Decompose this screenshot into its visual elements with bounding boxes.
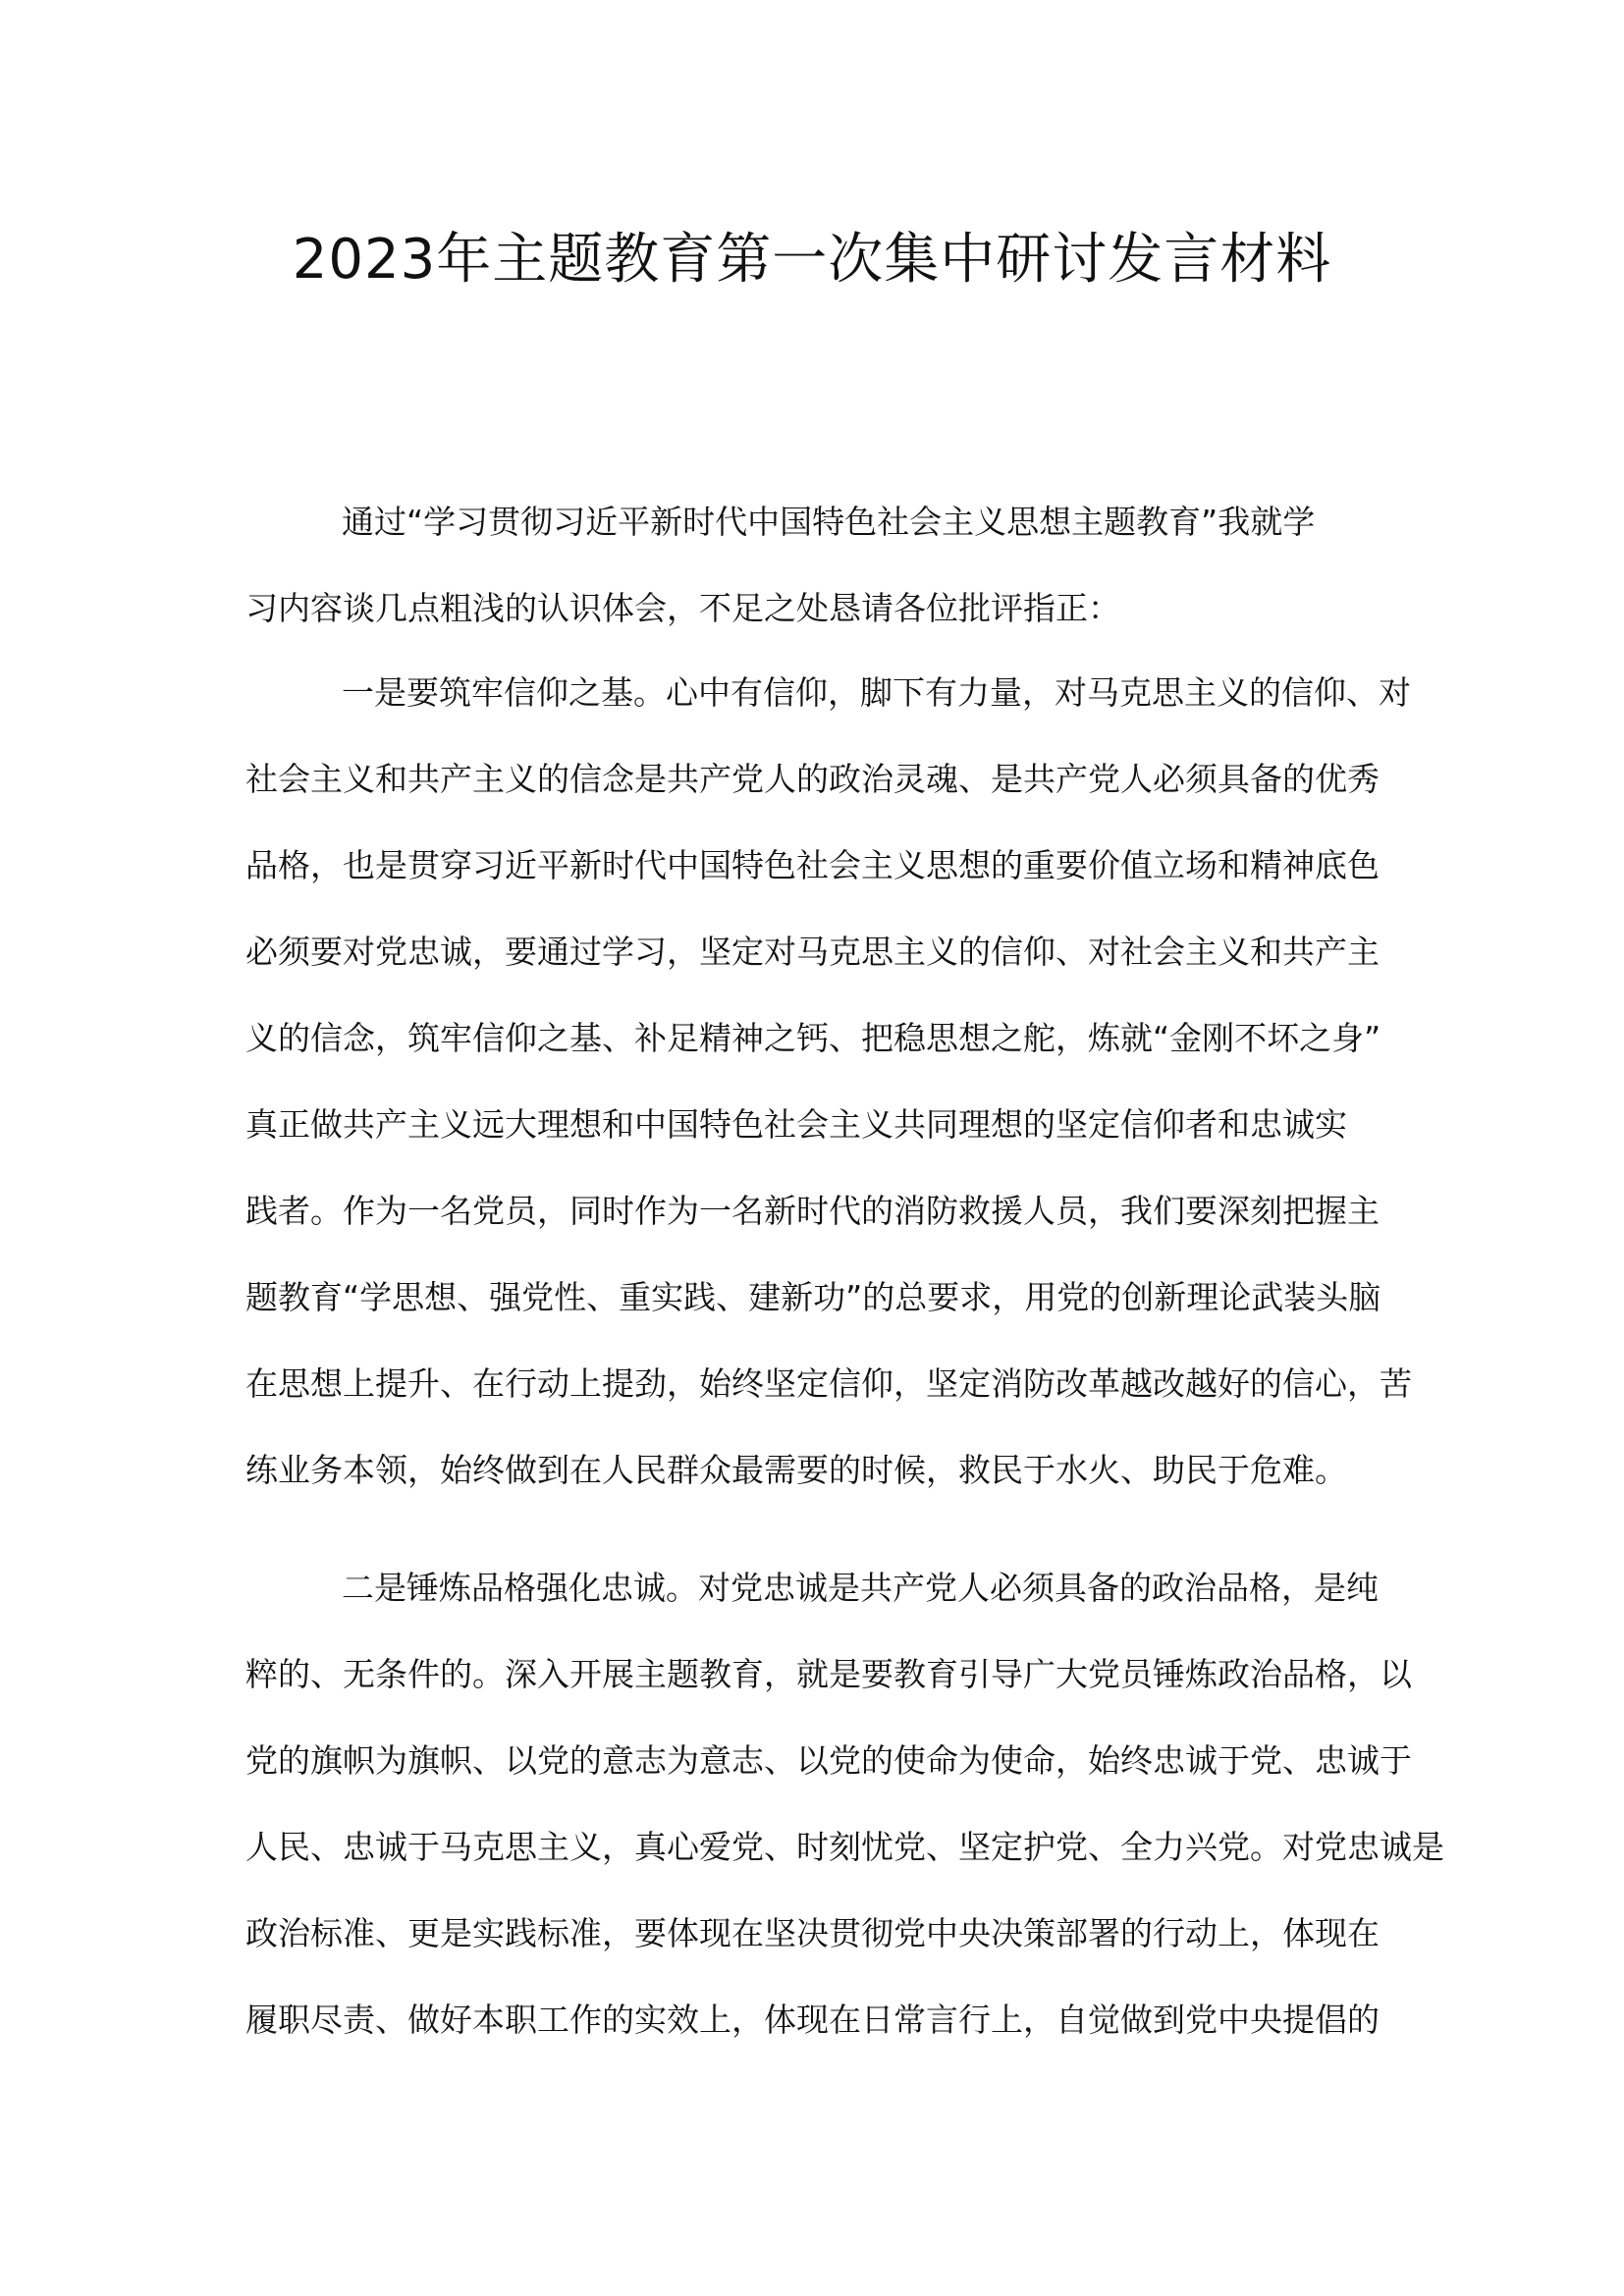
paragraph-line: 习内容谈几点粗浅的认识体会，不足之处恳请各位批评指正：: [245, 589, 1120, 627]
paragraph-line: 粹的、无条件的。深入开展主题教育，就是要教育引导广大党员锤炼政治品格，以: [245, 1655, 1412, 1693]
paragraph-line: 二是锤炼品格强化忠诚。对党忠诚是共产党人必须具备的政治品格，是纯: [342, 1569, 1379, 1607]
paragraph-line: 通过“学习贯彻习近平新时代中国特色社会主义思想主题教育”我就学: [342, 503, 1316, 541]
paragraph-line: 品格，也是贯穿习近平新时代中国特色社会主义思想的重要价值立场和精神底色: [245, 846, 1380, 884]
document-title: 2023年主题教育第一次集中研讨发言材料: [292, 228, 1332, 292]
paragraph-faith: [245, 650, 1412, 1514]
paragraph-line: 题教育“学思想、强党性、重实践、建新功”的总要求，用党的创新理论武装头脑: [245, 1278, 1381, 1316]
paragraph-line: 真正做共产主义远大理想和中国特色社会主义共同理想的坚定信仰者和忠诚实: [245, 1105, 1347, 1144]
paragraph-line: 练业务本领，始终做到在人民群众最需要的时候，救民于水火、助民于危难。: [245, 1451, 1347, 1489]
paragraph-loyalty: [245, 1545, 1444, 2063]
paragraph-line: 社会主义和共产主义的信念是共产党人的政治灵魂、是共产党人必须具备的优秀: [245, 760, 1380, 798]
paragraph-line: 党的旗帜为旗帜、以党的意志为意志、以党的使命为使命，始终忠诚于党、忠诚于: [245, 1741, 1412, 1780]
paragraph-line: 一是要筑牢信仰之基。心中有信仰，脚下有力量，对马克思主义的信仰、对: [342, 673, 1411, 712]
paragraph-line: 义的信念，筑牢信仰之基、补足精神之钙、把稳思想之舵，炼就“金刚不坏之身”: [245, 1019, 1381, 1057]
paragraph-line: 在思想上提升、在行动上提劲，始终坚定信仰，坚定消防改革越改越好的信心，苦: [245, 1364, 1412, 1403]
paragraph-intro: [245, 479, 1384, 652]
paragraph-line: 人民、忠诚于马克思主义，真心爱党、时刻忧党、坚定护党、全力兴党。对党忠诚是: [245, 1828, 1444, 1866]
paragraph-line: 履职尽责、做好本职工作的实效上，体现在日常言行上，自觉做到党中央提倡的: [245, 2001, 1380, 2039]
paragraph-line: 政治标准、更是实践标准，要体现在坚决贯彻党中央决策部署的行动上，体现在: [245, 1914, 1380, 1952]
paragraph-line: 践者。作为一名党员，同时作为一名新时代的消防救援人员，我们要深刻把握主: [245, 1192, 1380, 1230]
paragraph-line: 必须要对党忠诚，要通过学习，坚定对马克思主义的信仰、对社会主义和共产主: [245, 933, 1380, 971]
